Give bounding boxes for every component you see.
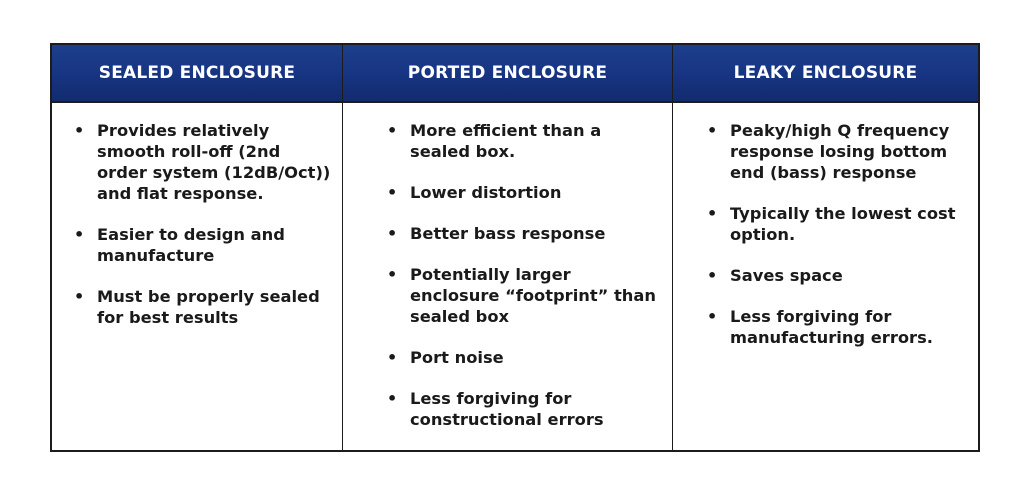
list-item	[705, 120, 968, 183]
bullet-icon: •	[74, 225, 85, 244]
list-item-text: Provides relatively smooth roll-off (2nd order system (12dB/Oct)) and flat response.	[97, 121, 331, 203]
list-item	[705, 265, 968, 286]
list-item-text: Lower distortion	[410, 183, 562, 202]
ported-enclosure-header: PORTED ENCLOSURE	[342, 45, 672, 103]
list-item	[72, 120, 332, 204]
bullet-icon: •	[387, 348, 398, 367]
list-item	[385, 388, 662, 430]
enclosure-comparison-table	[50, 43, 980, 452]
list-item	[72, 224, 332, 266]
ported-enclosure-cell	[342, 103, 672, 450]
bullet-icon: •	[387, 183, 398, 202]
list-item-text: Easier to design and manufacture	[97, 225, 285, 265]
list-item	[72, 286, 332, 328]
leaky-enclosure-list	[705, 120, 968, 348]
sealed-enclosure-cell	[52, 103, 342, 450]
sealed-enclosure-list	[72, 120, 332, 328]
list-item	[385, 223, 662, 244]
list-item	[385, 120, 662, 162]
bullet-icon: •	[387, 265, 398, 284]
list-item-text: Less forgiving for constructional errors	[410, 389, 604, 429]
leaky-enclosure-cell	[672, 103, 978, 450]
bullet-icon: •	[387, 389, 398, 408]
list-item	[385, 182, 662, 203]
bullet-icon: •	[707, 266, 718, 285]
bullet-icon: •	[74, 121, 85, 140]
bullet-icon: •	[707, 121, 718, 140]
list-item	[705, 306, 968, 348]
sealed-enclosure-header: SEALED ENCLOSURE	[52, 45, 342, 103]
leaky-enclosure-header: LEAKY ENCLOSURE	[672, 45, 978, 103]
bullet-icon: •	[74, 287, 85, 306]
list-item-text: Must be properly sealed for best results	[97, 287, 320, 327]
bullet-icon: •	[387, 121, 398, 140]
list-item-text: Potentially larger enclosure “footprint” than sealed box	[410, 265, 656, 326]
list-item	[385, 264, 662, 327]
ported-enclosure-list	[385, 120, 662, 430]
list-item-text: Less forgiving for manufacturing errors.	[730, 307, 933, 347]
list-item	[705, 203, 968, 245]
list-item-text: Typically the lowest cost option.	[730, 204, 956, 244]
bullet-icon: •	[707, 204, 718, 223]
list-item-text: Port noise	[410, 348, 504, 367]
list-item	[385, 347, 662, 368]
list-item-text: Better bass response	[410, 224, 606, 243]
bullet-icon: •	[387, 224, 398, 243]
bullet-icon: •	[707, 307, 718, 326]
list-item-text: Saves space	[730, 266, 843, 285]
list-item-text: Peaky/high Q frequency response losing bottom end (bass) response	[730, 121, 950, 182]
list-item-text: More efficient than a sealed box.	[410, 121, 602, 161]
